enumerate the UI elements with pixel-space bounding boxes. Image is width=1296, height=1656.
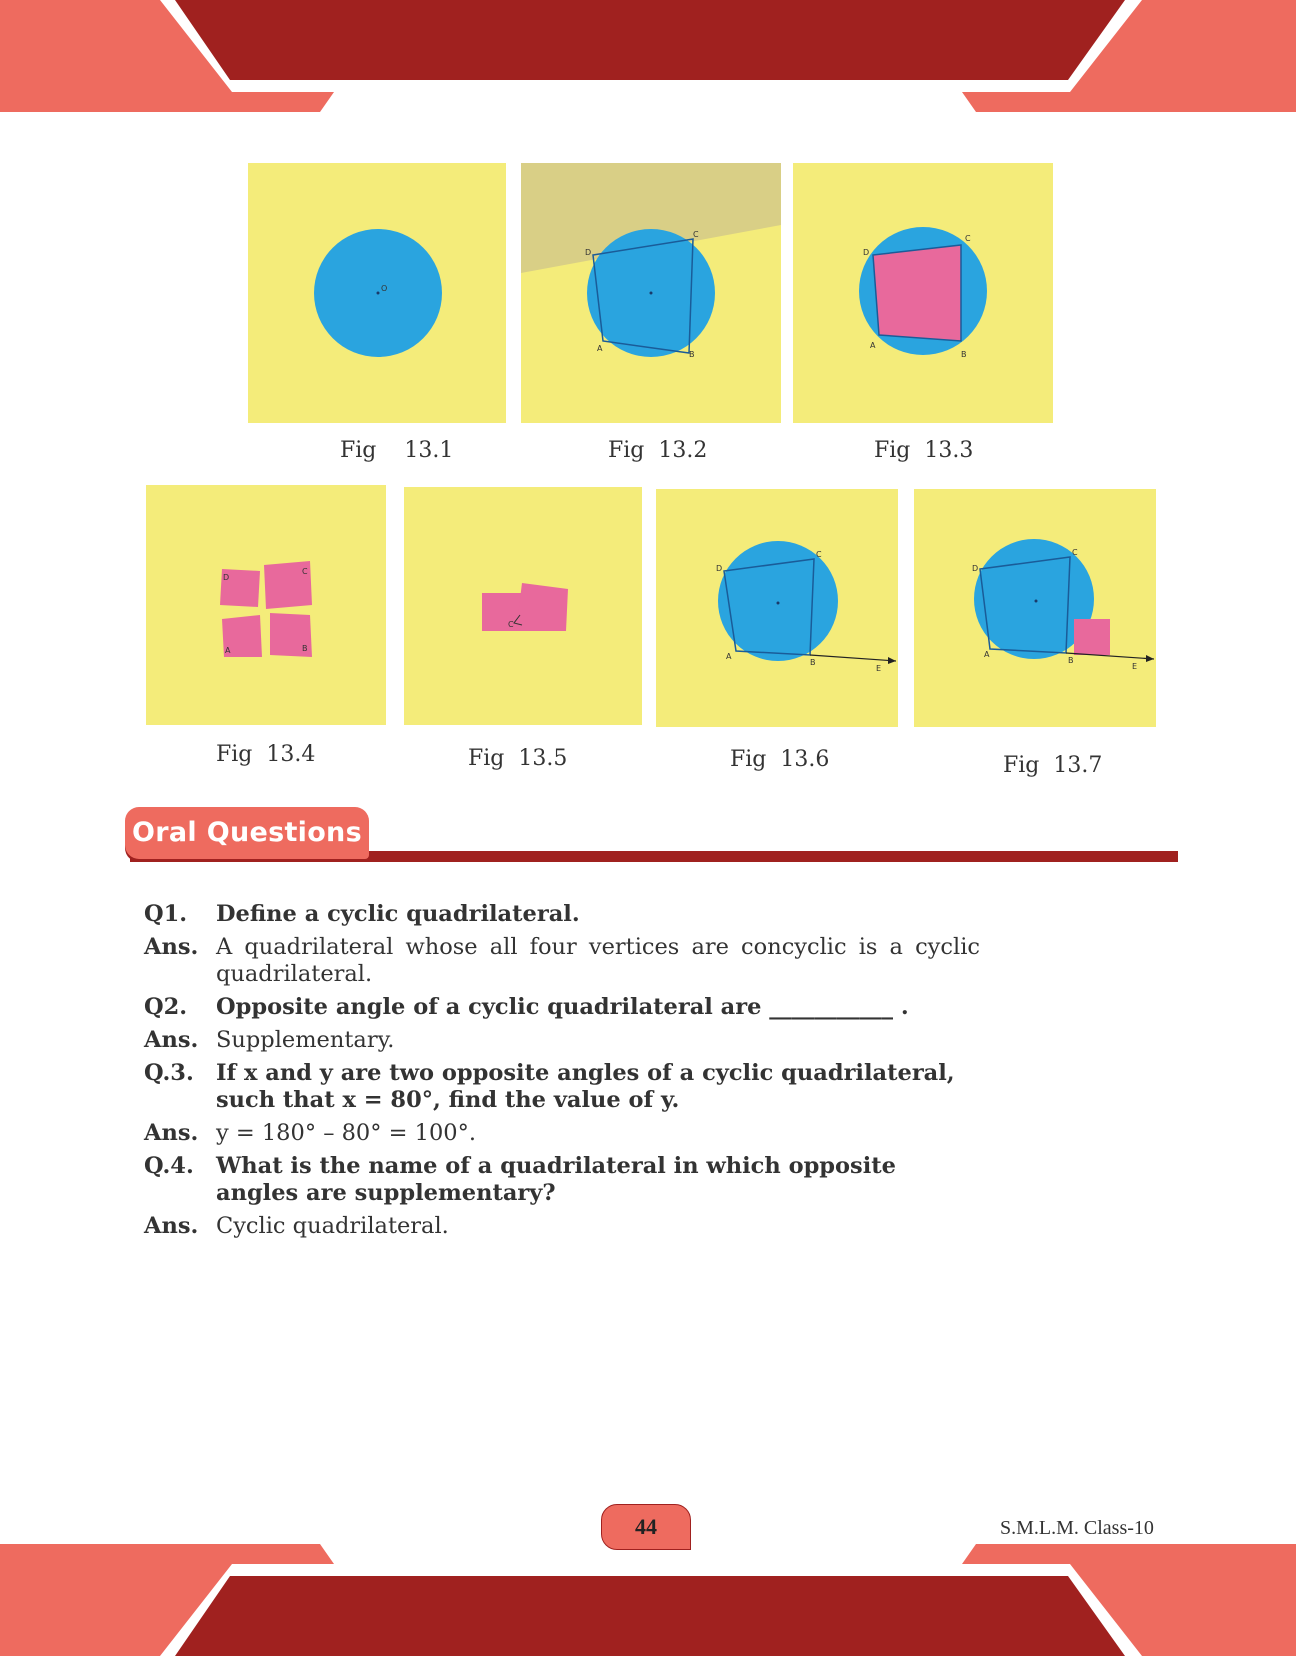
figure-13-6 (656, 489, 898, 727)
question-text: Opposite angle of a cyclic quadrilateral are ___________ . (216, 994, 909, 1020)
point-label-a: A (597, 344, 603, 353)
figure-13-5 (404, 487, 642, 725)
point-label-e: E (876, 664, 882, 673)
figure-13-7 (914, 489, 1156, 727)
qa-list (144, 901, 980, 1246)
point-label-d: D (223, 573, 230, 582)
answer-label: Ans. (144, 1213, 199, 1239)
answer-row (144, 1213, 980, 1240)
question-text: If x and y are two opposite angles of a cyclic quadrilateral, such that x = 80°, find the value of y. (216, 1060, 955, 1113)
point-label-c: C (302, 567, 308, 576)
page-number: 44 (635, 1514, 657, 1539)
bottom-banner (0, 1541, 1296, 1656)
figure-caption: Fig 13.1 (340, 438, 454, 463)
point-label-d: D (716, 564, 723, 573)
answer-text: A quadrilateral whose all four vertices are concyclic is a cyclic quadrilateral. (216, 934, 980, 987)
point-label-d: D (585, 248, 592, 257)
point-label-a: A (225, 646, 231, 655)
point-label-c: C (508, 620, 514, 629)
point-label-b: B (302, 644, 308, 653)
figure-13-3 (793, 163, 1053, 423)
point-label-b: B (810, 658, 816, 667)
figure-caption: Fig 13.3 (874, 438, 974, 463)
point-label-d: D (863, 248, 870, 257)
question-label: Q.4. (144, 1153, 194, 1179)
point-label-a: A (870, 341, 876, 350)
answer-row (144, 934, 980, 988)
point-label-o: O (381, 284, 388, 293)
point-label-b: B (1068, 656, 1074, 665)
top-banner (0, 0, 1296, 115)
point-label-c: C (1072, 548, 1078, 557)
point-label-c: C (693, 230, 699, 239)
figure-caption: Fig 13.7 (1003, 753, 1103, 778)
question-row (144, 1060, 980, 1114)
point-label-c: C (816, 550, 822, 559)
figure-13-1 (248, 163, 506, 423)
figure-caption: Fig 13.5 (468, 746, 568, 771)
point-label-d: D (972, 564, 979, 573)
figure-caption: Fig 13.4 (216, 742, 316, 767)
answer-text: Supplementary. (216, 1027, 395, 1053)
answer-text: y = 180° – 80° = 100°. (216, 1120, 477, 1146)
answer-row (144, 1027, 980, 1054)
question-row (144, 901, 980, 928)
question-text: Define a cyclic quadrilateral. (216, 901, 580, 927)
question-label: Q1. (144, 901, 188, 927)
question-row (144, 994, 980, 1021)
answer-text: Cyclic quadrilateral. (216, 1213, 449, 1239)
section-title: Oral Questions (132, 817, 362, 848)
figure-caption: Fig 13.2 (608, 438, 708, 463)
question-text: What is the name of a quadrilateral in which opposite angles are supplementary? (216, 1153, 896, 1206)
point-label-a: A (984, 650, 990, 659)
point-label-e: E (1132, 662, 1138, 671)
answer-label: Ans. (144, 1027, 199, 1053)
figure-13-2 (521, 163, 781, 423)
question-label: Q2. (144, 994, 188, 1020)
point-label-c: C (965, 234, 971, 243)
answer-row (144, 1120, 980, 1147)
point-label-b: B (689, 350, 695, 359)
book-title: S.M.L.M. Class-10 (1000, 1517, 1154, 1539)
point-label-a: A (726, 652, 732, 661)
point-label-b: B (961, 350, 967, 359)
section-heading-tab (125, 807, 369, 859)
answer-label: Ans. (144, 934, 199, 960)
answer-label: Ans. (144, 1120, 199, 1146)
figure-caption: Fig 13.6 (730, 747, 830, 772)
question-row (144, 1153, 980, 1207)
figure-13-4 (146, 485, 386, 725)
question-label: Q.3. (144, 1060, 194, 1086)
